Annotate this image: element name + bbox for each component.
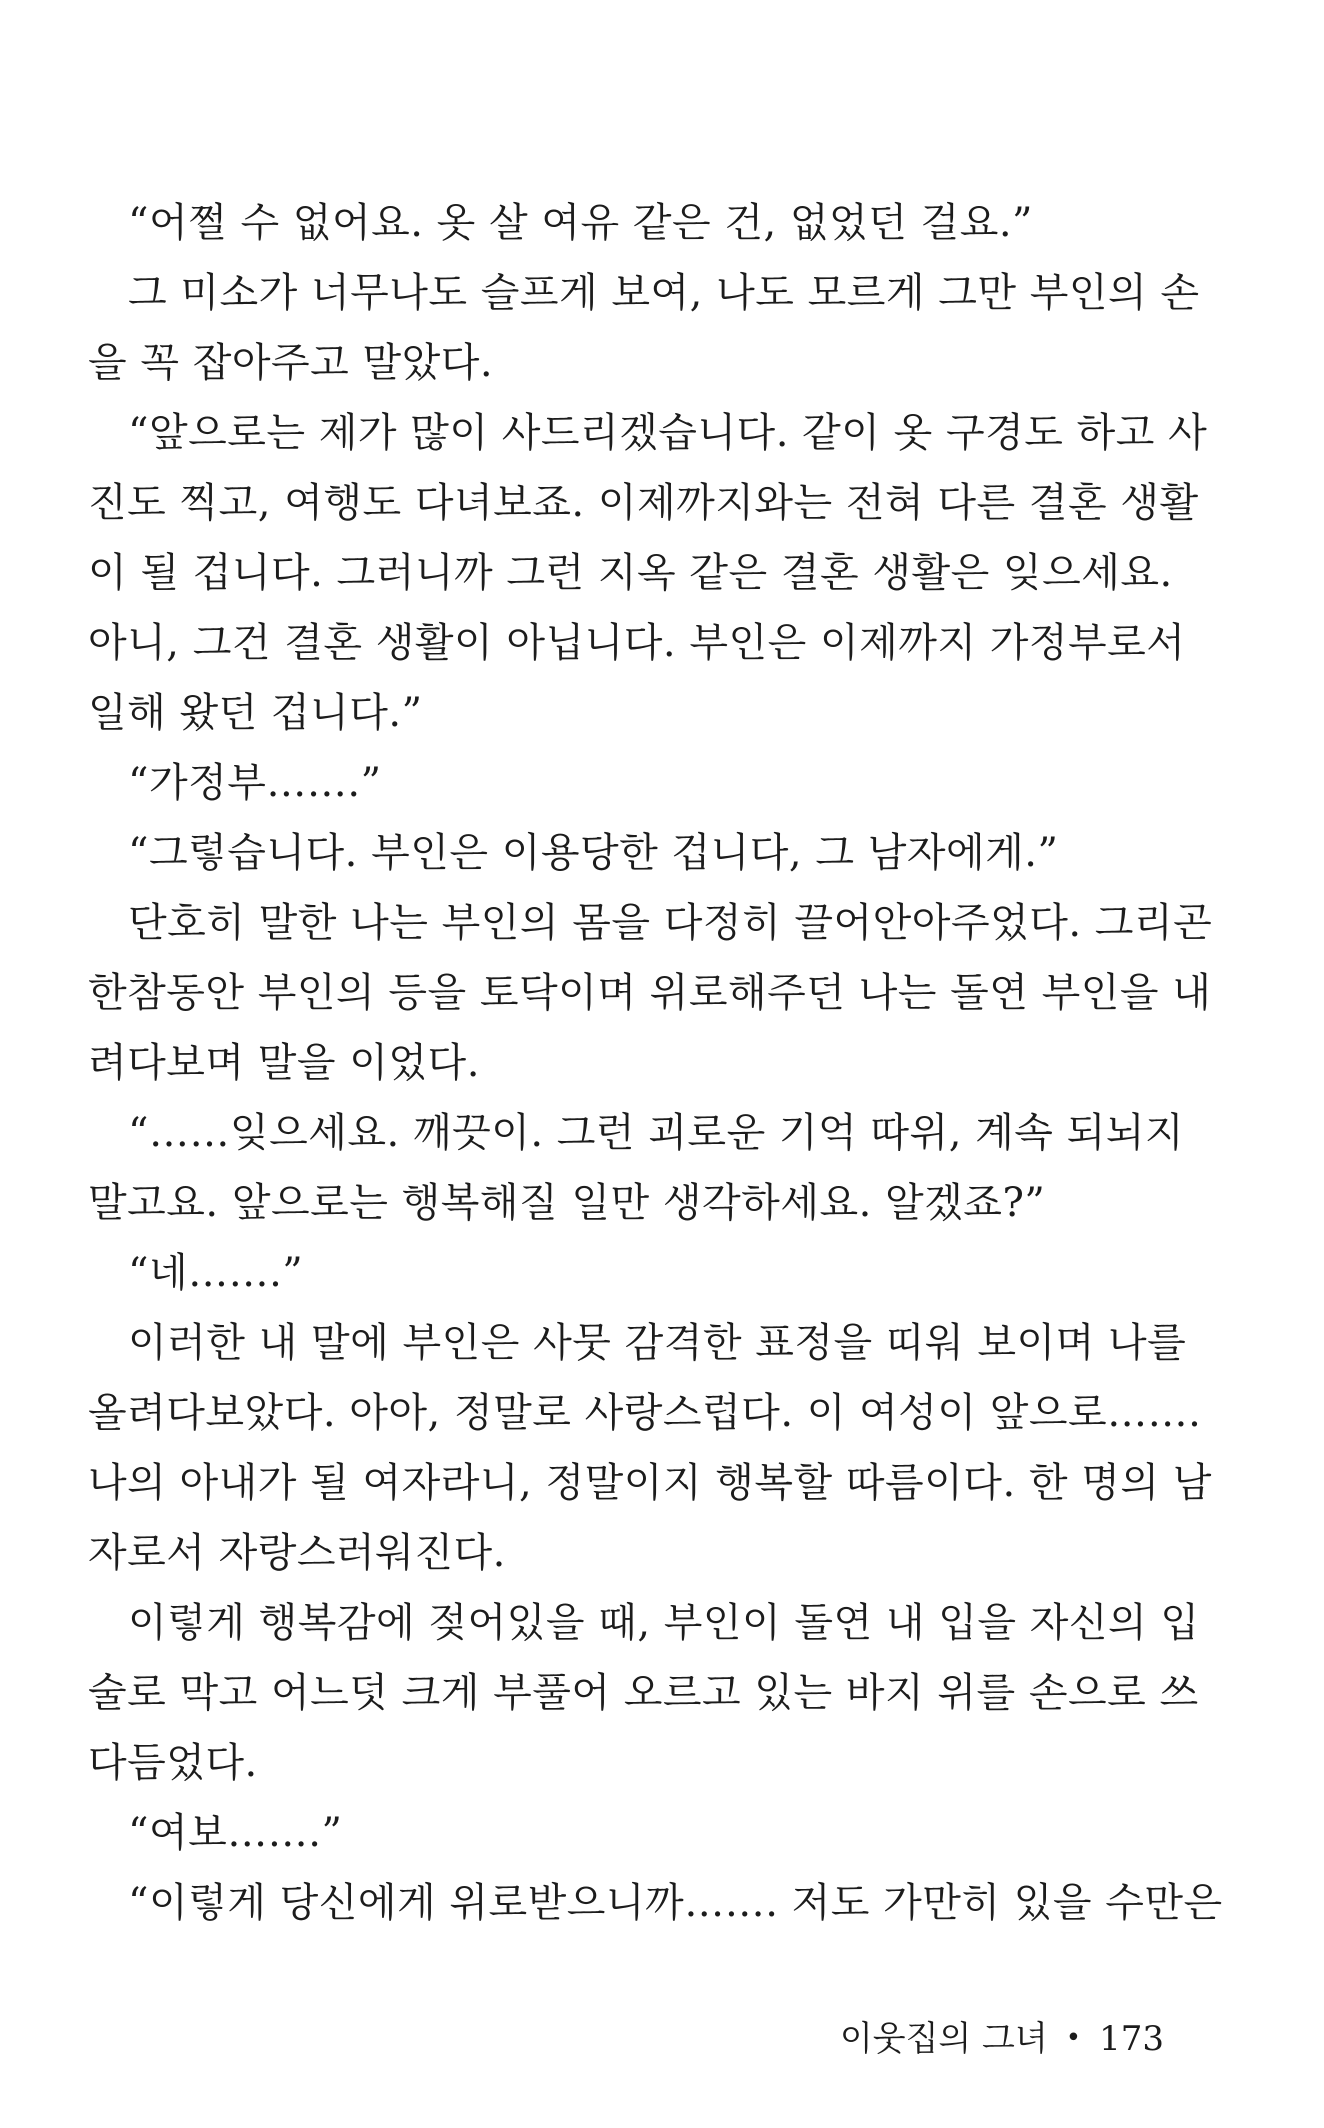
text-line: 다듬었다. [88, 1740, 258, 1786]
text-line: “여보…….” [128, 1810, 343, 1856]
text-line: 자로서 자랑스러워진다. [88, 1530, 506, 1576]
text-line: “이렇게 당신에게 위로받으니까……. 저도 가만히 있을 수만은 [128, 1880, 1223, 1926]
text-line: “앞으로는 제가 많이 사드리겠습니다. 같이 옷 구경도 하고 사 [128, 410, 1208, 456]
page-footer [840, 2015, 1164, 2062]
text-line: 진도 찍고, 여행도 다녀보죠. 이제까지와는 전혀 다른 결혼 생활 [88, 480, 1199, 526]
page-number: 173 [1099, 2019, 1164, 2059]
text-line: “네…….” [128, 1250, 304, 1296]
text-line: 일해 왔던 겁니다.” [88, 690, 423, 736]
text-line: 단호히 말한 나는 부인의 몸을 다정히 끌어안아주었다. 그리곤 [128, 900, 1213, 946]
text-line: 을 꼭 잡아주고 말았다. [88, 340, 494, 386]
text-line: 그 미소가 너무나도 슬프게 보여, 나도 모르게 그만 부인의 손 [128, 270, 1200, 316]
text-line: 아니, 그건 결혼 생활이 아닙니다. 부인은 이제까지 가정부로서 [88, 620, 1186, 666]
text-line: 이 될 겁니다. 그러니까 그런 지옥 같은 결혼 생활은 잊으세요. [88, 550, 1173, 596]
text-line: 올려다보았다. 아아, 정말로 사랑스럽다. 이 여성이 앞으로……. [88, 1390, 1202, 1436]
text-line: 이러한 내 말에 부인은 사뭇 감격한 표정을 띠워 보이며 나를 [128, 1320, 1187, 1366]
text-line: “가정부…….” [128, 760, 382, 806]
text-line: “……잊으세요. 깨끗이. 그런 괴로운 기억 따위, 계속 되뇌지 [128, 1110, 1185, 1156]
running-title: 이웃집의 그녀 [839, 2019, 1048, 2059]
text-line: 술로 막고 어느덧 크게 부풀어 오르고 있는 바지 위를 손으로 쓰 [88, 1670, 1199, 1716]
text-line: 려다보며 말을 이었다. [88, 1040, 480, 1086]
text-line: 나의 아내가 될 여자라니, 정말이지 행복할 따름이다. 한 명의 남 [88, 1460, 1212, 1506]
text-line: 말고요. 앞으로는 행복해질 일만 생각하세요. 알겠죠?” [88, 1180, 1046, 1226]
text-line: 한참동안 부인의 등을 토닥이며 위로해주던 나는 돌연 부인을 내 [88, 970, 1212, 1016]
text-line: “그렇습니다. 부인은 이용당한 겁니다, 그 남자에게.” [128, 830, 1059, 876]
text-line: 이렇게 행복감에 젖어있을 때, 부인이 돌연 내 입을 자신의 입 [128, 1600, 1200, 1646]
bullet-separator: • [1065, 2023, 1082, 2053]
body-text [88, 188, 1223, 1938]
text-line: “어쩔 수 없어요. 옷 살 여유 같은 건, 없었던 걸요.” [128, 200, 1033, 246]
